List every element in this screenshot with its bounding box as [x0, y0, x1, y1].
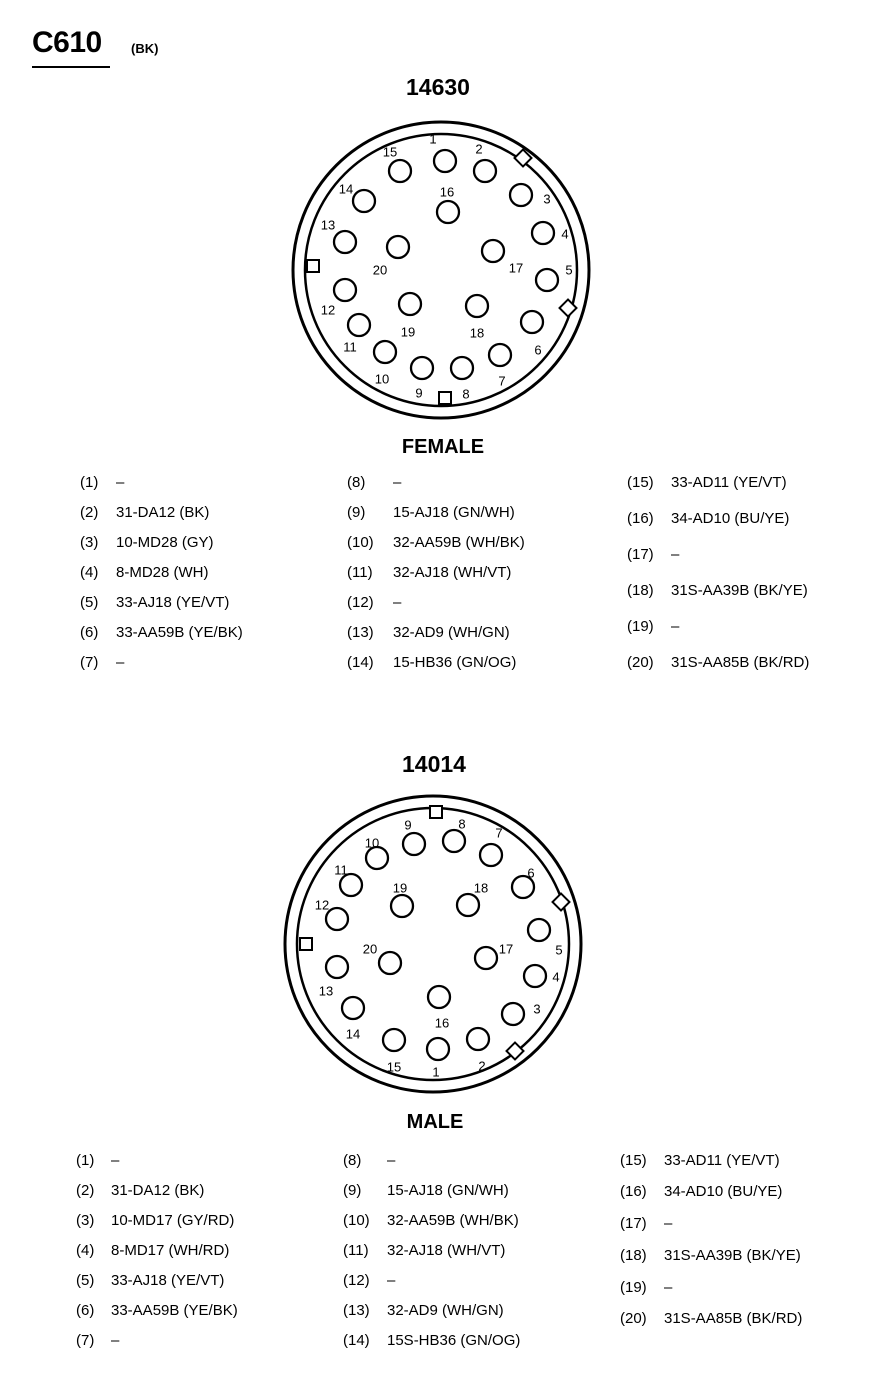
male-pin-row [76, 1212, 234, 1229]
female-pin-row [627, 546, 679, 563]
male-part-number: 14014 [402, 751, 466, 777]
female-inner-shell [305, 134, 577, 406]
female-circuit-label: 32-AA59B (WH/BK) [393, 534, 525, 551]
male-pin-number: (15) [620, 1152, 647, 1169]
male-circuit-label: 15S-HB36 (GN/OG) [387, 1332, 521, 1349]
female-circuit-label: 31-DA12 (BK) [116, 504, 210, 521]
male-pin-number: (5) [76, 1272, 95, 1289]
female-pin-label-8: 8 [462, 386, 470, 402]
male-pin-number: (20) [620, 1310, 647, 1327]
female-circuit-label: 31S-AA39B (BK/YE) [671, 582, 808, 599]
female-circuit-label: 10-MD28 (GY) [116, 534, 214, 551]
female-circuit-label: 15-AJ18 (GN/WH) [393, 504, 515, 521]
male-pin-number: (13) [343, 1302, 370, 1319]
female-pin-number: (9) [347, 504, 366, 521]
male-pin-row [76, 1152, 119, 1169]
female-pin-row [347, 504, 515, 521]
male-pin-row [76, 1272, 224, 1289]
female-pin-row [627, 582, 808, 599]
male-pin-row [620, 1310, 802, 1327]
female-connector-face [288, 130, 588, 420]
female-pin-cavity-6 [521, 311, 543, 333]
male-keyway-3 [553, 894, 570, 911]
female-pin-number: (12) [347, 594, 374, 611]
female-pin-label-1: 1 [429, 131, 437, 147]
male-pin-number: (11) [343, 1242, 369, 1259]
male-pin-label-14: 14 [345, 1026, 361, 1042]
male-pin-number: (4) [76, 1242, 95, 1259]
male-pin-cavity-12 [326, 908, 348, 930]
female-pin-cavity-11 [348, 314, 370, 336]
male-pin-number: (19) [620, 1279, 647, 1296]
male-pin-number: (9) [343, 1182, 362, 1199]
female-circuit-label: – [116, 654, 125, 671]
female-pin-row [347, 624, 510, 641]
female-circuit-label: 32-AD9 (WH/GN) [393, 624, 510, 641]
male-pin-label-2: 2 [478, 1058, 486, 1074]
female-pin-number: (3) [80, 534, 99, 551]
female-pin-cavity-1 [434, 150, 456, 172]
female-pin-number: (5) [80, 594, 99, 611]
male-pin-label-16: 16 [434, 1015, 450, 1031]
male-circuit-label: 8-MD17 (WH/RD) [111, 1242, 230, 1259]
male-pin-label-1: 1 [432, 1064, 440, 1080]
female-pin-label-9: 9 [415, 385, 423, 401]
male-pin-cavity-18 [457, 894, 479, 916]
connector-title: C610 [32, 26, 102, 59]
female-circuit-label: 15-HB36 (GN/OG) [393, 654, 517, 671]
female-pin-cavity-18 [466, 295, 488, 317]
male-pin-number: (8) [343, 1152, 362, 1169]
male-pin-row [76, 1182, 204, 1199]
male-pin-row [343, 1302, 504, 1319]
female-pin-row [627, 510, 789, 527]
female-circuit-label: – [393, 594, 402, 611]
female-pin-label-12: 12 [320, 302, 336, 318]
female-pin-label-19: 19 [400, 324, 416, 340]
male-circuit-label: 31-DA12 (BK) [111, 1182, 205, 1199]
male-pin-number: (2) [76, 1182, 95, 1199]
female-pin-number: (15) [627, 474, 654, 491]
female-pin-cavity-19 [399, 293, 421, 315]
female-pin-number: (18) [627, 582, 654, 599]
male-keyway-2 [300, 938, 312, 950]
male-circuit-label: 33-AA59B (YE/BK) [111, 1302, 238, 1319]
male-pin-label-12: 12 [314, 897, 330, 913]
female-pin-cavity-2 [474, 160, 496, 182]
female-pin-number: (7) [80, 654, 99, 671]
male-circuit-label: – [111, 1152, 120, 1169]
male-pin-row [343, 1272, 395, 1289]
male-circuit-label: 31S-AA39B (BK/YE) [664, 1247, 801, 1264]
female-pin-number: (4) [80, 564, 99, 581]
male-pin-row [343, 1212, 519, 1229]
female-pin-row [347, 654, 516, 671]
male-circuit-label: 15-AJ18 (GN/WH) [387, 1182, 509, 1199]
female-circuit-label: 33-AA59B (YE/BK) [116, 624, 243, 641]
male-pin-number: (18) [620, 1247, 647, 1264]
female-circuit-label: 34-AD10 (BU/YE) [671, 510, 790, 527]
female-pin-label-4: 4 [561, 226, 569, 242]
female-circuit-label: 33-AJ18 (YE/VT) [116, 594, 230, 611]
male-label: MALE [406, 1111, 464, 1133]
female-circuit-label: – [671, 618, 680, 635]
female-pin-row [80, 504, 209, 521]
female-pin-cavity-7 [489, 344, 511, 366]
male-pin-cavity-9 [403, 833, 425, 855]
male-pin-label-17: 17 [498, 941, 514, 957]
female-keyway-4 [439, 392, 451, 404]
male-connector-face [284, 798, 584, 1098]
male-pin-label-8: 8 [458, 816, 466, 832]
female-part-number: 14630 [406, 74, 470, 100]
female-pin-cavity-8 [451, 357, 473, 379]
female-pin-row [347, 474, 401, 491]
male-pin-cavity-2 [467, 1028, 489, 1050]
female-pin-label-15: 15 [382, 144, 398, 160]
female-pin-number: (16) [627, 510, 654, 527]
female-circuit-label: 32-AJ18 (WH/VT) [393, 564, 512, 581]
female-pin-row [347, 534, 525, 551]
female-pin-cavity-17 [482, 240, 504, 262]
female-pin-cavity-5 [536, 269, 558, 291]
male-pin-cavity-8 [443, 830, 465, 852]
female-pin-label-3: 3 [543, 191, 551, 207]
male-keyway-4 [430, 806, 442, 818]
male-pin-row [343, 1182, 509, 1199]
male-pin-cavity-7 [480, 844, 502, 866]
female-circuit-label: – [393, 474, 402, 491]
male-pin-number: (17) [620, 1215, 647, 1232]
female-pin-cavity-15 [389, 160, 411, 182]
male-circuit-label: – [664, 1279, 673, 1296]
male-pin-label-15: 15 [386, 1059, 402, 1075]
male-circuit-label: 32-AJ18 (WH/VT) [387, 1242, 506, 1259]
female-pin-cavity-13 [334, 231, 356, 253]
male-pin-row [620, 1279, 672, 1296]
female-pin-cavity-20 [387, 236, 409, 258]
male-pin-label-19: 19 [392, 880, 408, 896]
male-circuit-label: – [387, 1152, 396, 1169]
female-pin-label-18: 18 [469, 325, 485, 341]
female-pin-label-6: 6 [534, 342, 542, 358]
female-circuit-label: 33-AD11 (YE/VT) [671, 474, 787, 491]
female-pin-cavity-10 [374, 341, 396, 363]
female-pin-number: (14) [347, 654, 374, 671]
female-pin-label-5: 5 [565, 262, 573, 278]
female-pin-number: (1) [80, 474, 99, 491]
female-pin-cavity-4 [532, 222, 554, 244]
male-pin-row [76, 1242, 229, 1259]
female-pin-cavity-14 [353, 190, 375, 212]
female-pin-cavity-16 [437, 201, 459, 223]
male-circuit-label: – [664, 1215, 673, 1232]
male-pin-cavity-19 [391, 895, 413, 917]
male-pin-row [343, 1332, 520, 1349]
female-pin-number: (17) [627, 546, 654, 563]
male-pin-label-5: 5 [555, 942, 563, 958]
male-circuit-label: 10-MD17 (GY/RD) [111, 1212, 235, 1229]
male-pin-label-7: 7 [495, 825, 503, 841]
female-pin-cavity-9 [411, 357, 433, 379]
male-pin-label-10: 10 [364, 835, 380, 851]
male-pin-number: (12) [343, 1272, 370, 1289]
female-pin-label-14: 14 [338, 181, 354, 197]
male-pin-cavity-13 [326, 956, 348, 978]
female-circuit-label: 8-MD28 (WH) [116, 564, 209, 581]
male-pin-cavity-4 [524, 965, 546, 987]
female-keyway-2 [307, 260, 319, 272]
female-pin-row [627, 474, 787, 491]
male-circuit-label: 32-AD9 (WH/GN) [387, 1302, 504, 1319]
male-pin-row [343, 1242, 505, 1259]
female-pin-row [347, 564, 511, 581]
male-pin-number: (14) [343, 1332, 370, 1349]
male-pin-label-9: 9 [404, 817, 412, 833]
female-pin-number: (6) [80, 624, 99, 641]
female-pin-row [80, 594, 229, 611]
connector-color: (BK) [131, 41, 159, 56]
female-pin-label-13: 13 [320, 217, 336, 233]
female-pin-row [347, 594, 401, 611]
female-pin-number: (8) [347, 474, 366, 491]
female-label: FEMALE [401, 436, 485, 458]
female-pin-cavity-3 [510, 184, 532, 206]
female-pin-row [627, 618, 679, 635]
male-pin-cavity-20 [379, 952, 401, 974]
male-pin-row [620, 1152, 780, 1169]
female-pin-label-11: 11 [343, 339, 357, 355]
male-pin-row [620, 1215, 672, 1232]
female-pin-label-7: 7 [498, 373, 506, 389]
female-circuit-label: – [671, 546, 680, 563]
male-pin-label-11: 11 [334, 862, 348, 878]
female-pin-row [80, 654, 124, 671]
female-pin-number: (10) [347, 534, 374, 551]
female-pin-number: (13) [347, 624, 374, 641]
female-pin-number: (2) [80, 504, 99, 521]
male-pin-label-4: 4 [552, 969, 560, 985]
female-circuit-label: – [116, 474, 125, 491]
female-circuit-label: 31S-AA85B (BK/RD) [671, 654, 810, 671]
female-pin-row [80, 564, 209, 581]
male-pin-number: (16) [620, 1183, 647, 1200]
male-circuit-label: 33-AD11 (YE/VT) [664, 1152, 780, 1169]
female-pin-label-2: 2 [475, 141, 483, 157]
male-circuit-label: – [111, 1332, 120, 1349]
male-circuit-label: – [387, 1272, 396, 1289]
male-pin-number: (7) [76, 1332, 95, 1349]
female-pin-number: (20) [627, 654, 654, 671]
male-circuit-label: 33-AJ18 (YE/VT) [111, 1272, 225, 1289]
male-pin-row [620, 1183, 782, 1200]
female-pin-label-17: 17 [508, 260, 524, 276]
male-pin-label-6: 6 [527, 865, 535, 881]
male-circuit-label: 31S-AA85B (BK/RD) [664, 1310, 803, 1327]
male-pin-cavity-1 [427, 1038, 449, 1060]
female-pin-cavity-12 [334, 279, 356, 301]
male-pin-row [76, 1332, 119, 1349]
female-pin-label-10: 10 [374, 371, 390, 387]
male-pin-label-18: 18 [473, 880, 489, 896]
male-pin-row [343, 1152, 395, 1169]
male-pin-number: (6) [76, 1302, 95, 1319]
female-pin-row [80, 474, 124, 491]
female-pin-row [627, 654, 809, 671]
male-pin-cavity-16 [428, 986, 450, 1008]
female-pin-label-16: 16 [439, 184, 455, 200]
male-pin-label-13: 13 [318, 983, 334, 999]
male-circuit-label: 34-AD10 (BU/YE) [664, 1183, 783, 1200]
male-pin-cavity-5 [528, 919, 550, 941]
female-pin-number: (11) [347, 564, 373, 581]
male-pin-number: (1) [76, 1152, 95, 1169]
title-underline [32, 66, 110, 68]
male-pin-number: (10) [343, 1212, 370, 1229]
male-pin-label-20: 20 [362, 941, 378, 957]
male-pin-number: (3) [76, 1212, 95, 1229]
female-pin-label-20: 20 [372, 262, 388, 278]
male-pin-label-3: 3 [533, 1001, 541, 1017]
female-pin-number: (19) [627, 618, 654, 635]
male-pin-cavity-17 [475, 947, 497, 969]
male-pin-cavity-3 [502, 1003, 524, 1025]
male-circuit-label: 32-AA59B (WH/BK) [387, 1212, 519, 1229]
male-pin-cavity-14 [342, 997, 364, 1019]
male-pin-row [76, 1302, 238, 1319]
male-pin-row [620, 1247, 801, 1264]
female-pin-row [80, 534, 214, 551]
female-pin-row [80, 624, 243, 641]
male-pin-cavity-15 [383, 1029, 405, 1051]
